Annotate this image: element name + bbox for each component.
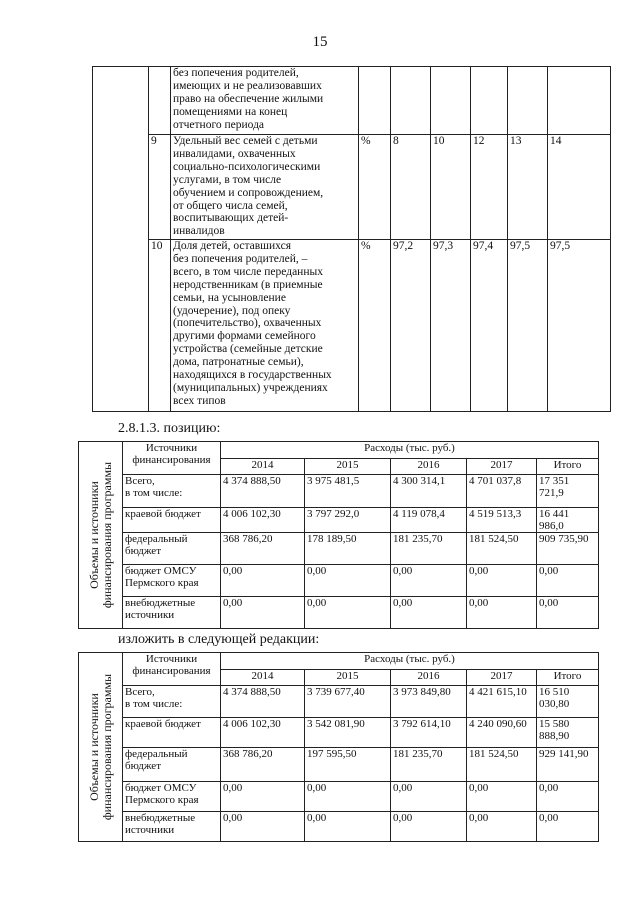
indicators-table — [92, 66, 611, 412]
year-header: 2017 — [467, 459, 537, 475]
value-cell: 12 — [471, 135, 508, 240]
side-label: Объемы и источники финансирования программы — [86, 673, 114, 821]
financing-table-old — [78, 441, 599, 629]
amount-cell: 4 006 102,30 — [221, 508, 305, 533]
source-label: краевой бюджет — [123, 508, 221, 533]
source-label: бюджет ОМСУ Пермского края — [123, 565, 221, 597]
amount-cell: 4 300 314,1 — [391, 475, 467, 508]
amount-cell: 4 374 888,50 — [221, 475, 305, 508]
source-label: Всего, в том числе: — [123, 686, 221, 718]
table-row — [79, 686, 599, 718]
amount-cell: 0,00 — [221, 812, 305, 842]
amount-cell: 3 792 614,10 — [391, 718, 467, 748]
expenses-header: Расходы (тыс. руб.) — [221, 442, 599, 459]
table-row — [79, 565, 599, 597]
amount-cell: 0,00 — [305, 782, 391, 812]
value-cell — [431, 67, 471, 135]
amount-cell: 3 739 677,40 — [305, 686, 391, 718]
source-label: федеральный бюджет — [123, 533, 221, 565]
source-label: федеральный бюджет — [123, 748, 221, 782]
amount-cell: 0,00 — [467, 597, 537, 629]
value-cell: 14 — [548, 135, 611, 240]
source-label: внебюджетные источники — [123, 812, 221, 842]
table-row — [79, 533, 599, 565]
table-row — [79, 597, 599, 629]
side-label: Объемы и источники финансирования программы — [86, 461, 114, 609]
year-header: 2016 — [391, 459, 467, 475]
amount-cell: 4 519 513,3 — [467, 508, 537, 533]
amount-cell: 0,00 — [537, 597, 599, 629]
sources-header: Источники финансирования — [123, 442, 221, 475]
amount-cell: 4 701 037,8 — [467, 475, 537, 508]
source-label: Всего, в том числе: — [123, 475, 221, 508]
year-header: Итого — [537, 670, 599, 686]
side-label-cell — [79, 442, 123, 629]
value-cell — [508, 67, 548, 135]
source-label: бюджет ОМСУ Пермского края — [123, 782, 221, 812]
amount-cell: 4 240 090,60 — [467, 718, 537, 748]
amount-cell: 368 786,20 — [221, 533, 305, 565]
side-label-cell — [79, 653, 123, 842]
value-cell: 97,2 — [391, 240, 431, 412]
year-header: 2016 — [391, 670, 467, 686]
amount-cell: 3 973 849,80 — [391, 686, 467, 718]
unit-cell: % — [359, 240, 391, 412]
source-label: внебюджетные источники — [123, 597, 221, 629]
table-row — [93, 240, 611, 412]
table-row — [79, 475, 599, 508]
source-label: краевой бюджет — [123, 718, 221, 748]
year-header: 2015 — [305, 670, 391, 686]
amount-cell: 929 141,90 — [537, 748, 599, 782]
value-cell — [548, 67, 611, 135]
amount-cell: 16 510 030,80 — [537, 686, 599, 718]
value-cell — [391, 67, 431, 135]
amount-cell: 0,00 — [537, 565, 599, 597]
amount-cell: 197 595,50 — [305, 748, 391, 782]
amount-cell: 0,00 — [391, 597, 467, 629]
amount-cell: 178 189,50 — [305, 533, 391, 565]
amount-cell: 4 119 078,4 — [391, 508, 467, 533]
value-cell: 13 — [508, 135, 548, 240]
amount-cell: 181 524,50 — [467, 748, 537, 782]
value-cell: 97,5 — [508, 240, 548, 412]
indicator-text: без попечения родителей, имеющих и не реализовавших право на обеспечение жилыми помещениями на конец отчетного периода — [171, 67, 359, 135]
table-row — [79, 812, 599, 842]
amount-cell: 0,00 — [221, 597, 305, 629]
row-number: 10 — [149, 240, 171, 412]
table-row — [79, 442, 599, 459]
value-cell: 10 — [431, 135, 471, 240]
year-header: 2015 — [305, 459, 391, 475]
amount-cell: 4 006 102,30 — [221, 718, 305, 748]
unit-cell: % — [359, 135, 391, 240]
amount-cell: 181 524,50 — [467, 533, 537, 565]
amount-cell: 0,00 — [391, 565, 467, 597]
amount-cell: 0,00 — [467, 812, 537, 842]
amount-cell: 0,00 — [305, 565, 391, 597]
left-merged-cell — [93, 67, 149, 412]
amount-cell: 0,00 — [305, 812, 391, 842]
section-caption: 2.8.1.3. позицию: — [118, 421, 221, 436]
table-row — [93, 67, 611, 135]
amount-cell: 181 235,70 — [391, 533, 467, 565]
page-number: 15 — [312, 34, 328, 50]
amount-cell: 0,00 — [537, 812, 599, 842]
table-row — [79, 718, 599, 748]
table-row — [79, 653, 599, 670]
table-row — [93, 135, 611, 240]
amount-cell: 17 351 721,9 — [537, 475, 599, 508]
amount-cell: 0,00 — [305, 597, 391, 629]
year-header: 2014 — [221, 459, 305, 475]
value-cell: 97,3 — [431, 240, 471, 412]
amount-cell: 4 374 888,50 — [221, 686, 305, 718]
year-header: 2017 — [467, 670, 537, 686]
amount-cell: 0,00 — [221, 565, 305, 597]
value-cell: 8 — [391, 135, 431, 240]
amount-cell: 3 975 481,5 — [305, 475, 391, 508]
amount-cell: 0,00 — [537, 782, 599, 812]
amount-cell: 909 735,90 — [537, 533, 599, 565]
value-cell: 97,4 — [471, 240, 508, 412]
amount-cell: 368 786,20 — [221, 748, 305, 782]
amount-cell: 0,00 — [467, 565, 537, 597]
year-header: 2014 — [221, 670, 305, 686]
indicator-text: Доля детей, оставшихся без попечения родителей, – всего, в том числе переданных неродственникам (в приемные семьи, на усыновление (удочерение), под опеку (попечительство), охваченных другими формами семейного устройства (семейные детские дома, патронатные семьи), находящихся в государственных (муниципальных) учреждениях всех типов — [171, 240, 359, 412]
year-header: Итого — [537, 459, 599, 475]
amount-cell: 3 542 081,90 — [305, 718, 391, 748]
expenses-header: Расходы (тыс. руб.) — [221, 653, 599, 670]
table-row — [79, 508, 599, 533]
sources-header: Источники финансирования — [123, 653, 221, 686]
amount-cell: 3 797 292,0 — [305, 508, 391, 533]
amount-cell: 0,00 — [221, 782, 305, 812]
value-cell — [471, 67, 508, 135]
value-cell: 97,5 — [548, 240, 611, 412]
row-number: 9 — [149, 135, 171, 240]
indicator-text: Удельный вес семей с детьми инвалидами, охваченных социально-психологическими услугами, в том числе обучением и сопровождением, от общего числа семей, воспитывающих детей- инвалидов — [171, 135, 359, 240]
table-row — [79, 748, 599, 782]
amount-cell: 15 580 888,90 — [537, 718, 599, 748]
amount-cell: 4 421 615,10 — [467, 686, 537, 718]
amount-cell: 0,00 — [391, 782, 467, 812]
amount-cell: 0,00 — [391, 812, 467, 842]
unit-cell — [359, 67, 391, 135]
section-caption: изложить в следующей редакции: — [118, 632, 320, 647]
row-number — [149, 67, 171, 135]
amount-cell: 16 441 986,0 — [537, 508, 599, 533]
amount-cell: 0,00 — [467, 782, 537, 812]
table-row — [79, 782, 599, 812]
amount-cell: 181 235,70 — [391, 748, 467, 782]
financing-table-new — [78, 652, 599, 842]
